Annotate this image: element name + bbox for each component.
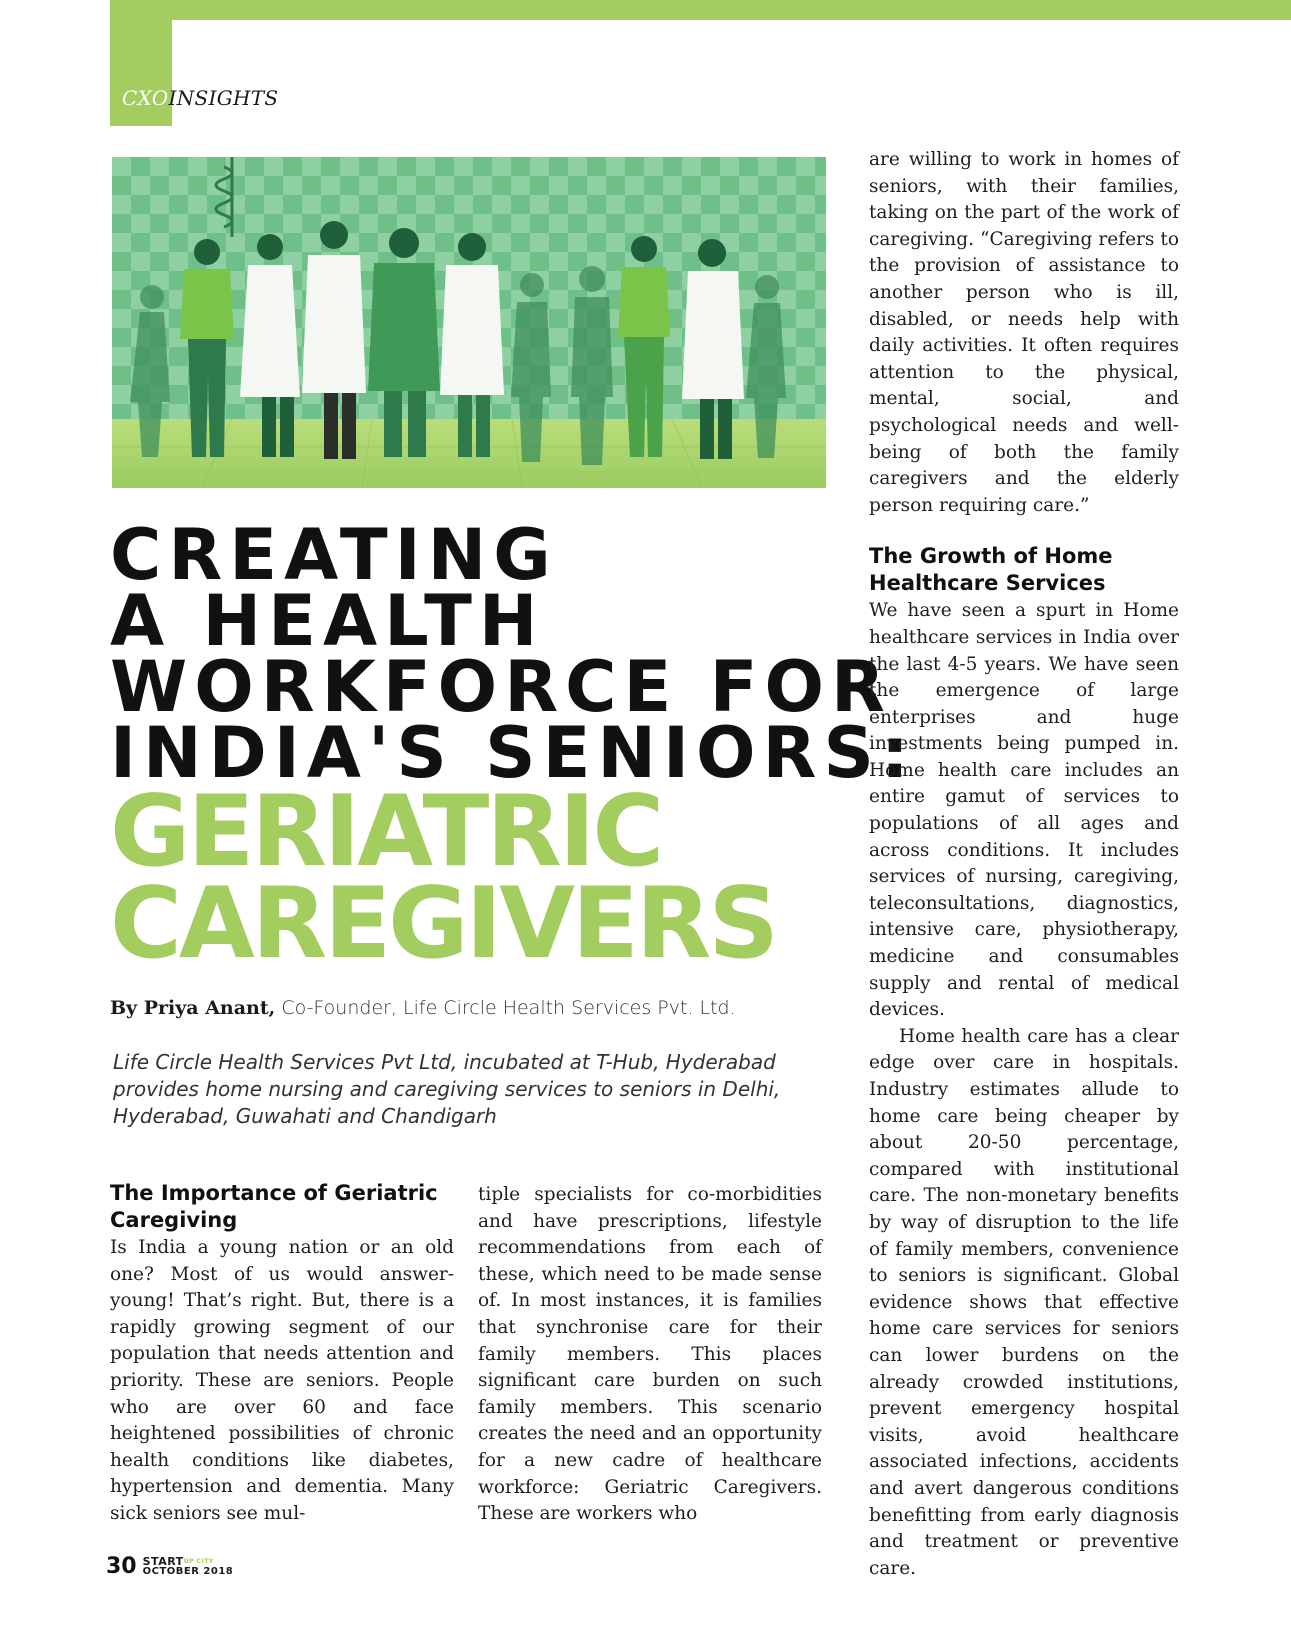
paragraph: Home health care has a clear edge over care in hospitals. Industry estimates allude to home care being cheaper by about 20-50 percentage, compared with institutional care. The non-monetary benefits by way of disruption to the life of family members, convenience to seniors is significant. Global evidence shows that effective home care services for seniors can lower burdens on the already crowded institutions, prevent emergency hospital visits, avoid healthcare associated infections, accidents and avert dangerous conditions benefitting from early diagnosis and treatment or preventive care. bbox=[869, 1025, 1179, 1579]
paragraph: are willing to work in homes of seniors, with their families, taking on the part of the work of caregiving. “Caregiving refers to the provision of assistance to another person who is ill, disabled, or needs help with daily activities. It often requires attention to the physical, mental, social, and psychological needs and well-being of both the family caregivers and the elderly person requiring care.” bbox=[869, 149, 1179, 516]
article-title-highlight bbox=[110, 775, 776, 981]
byline-role: Co-Founder, Life Circle Health Services Pvt. Ltd. bbox=[281, 997, 736, 1019]
paragraph: Is India a young nation or an old one? Most of us would answer- young! That’s right. But, there is a rapidly growing segment of our population that needs attention and priority. These are seniors. People who are over 60 and face heightened possibilities of chronic health conditions like diabetes, hypertension and dementia. Many sick seniors see mul- bbox=[110, 1237, 454, 1524]
column-2 bbox=[478, 1182, 822, 1528]
section-heading: The Growth of Home Healthcare Services bbox=[869, 544, 1113, 596]
section-name: INSIGHTS bbox=[168, 86, 279, 110]
top-accent-bar bbox=[110, 0, 1291, 20]
section-label bbox=[122, 86, 278, 110]
byline-author: By Priya Anant, bbox=[110, 997, 276, 1019]
byline bbox=[110, 997, 736, 1019]
title-line: INDIA'S SENIORS: bbox=[110, 712, 916, 794]
magazine-issue: OCTOBER 2018 bbox=[142, 1565, 234, 1577]
magazine-name bbox=[142, 1554, 234, 1568]
section-heading: The Importance of Geriatric Caregiving bbox=[110, 1181, 438, 1232]
paragraph: tiple specialists for co-morbidities and have prescriptions, lifestyle recommendations from each of these, which need to be made sense of. In most instances, it is families that synchronise care for their family members. This places significant care burden on such family members. This scenario creates the need and an opportunity for a new cadre of healthcare workforce: Geriatric Caregivers. These are workers who bbox=[478, 1184, 822, 1525]
section-prefix: CXO bbox=[122, 86, 169, 110]
title-highlight-line: CAREGIVERS bbox=[110, 867, 776, 981]
title-highlight-line: GERIATRIC bbox=[110, 775, 662, 889]
column-1 bbox=[110, 1180, 454, 1528]
page-number: 30 bbox=[106, 1554, 137, 1579]
page-footer bbox=[106, 1554, 233, 1579]
magazine-tag: UP CITY bbox=[183, 1557, 214, 1565]
title-line: CREATING bbox=[110, 514, 558, 596]
paragraph: We have seen a spurt in Home healthcare services in India over the last 4-5 years. We have seen the emergence of large enterprises and huge investments being pumped in. Home health care includes an entire gamut of services to populations of all ages and across conditions. It includes services of nursing, caregiving, teleconsultations, diagnostics, intensive care, physiotherapy, medicine and consumables supply and rental of medical devices. bbox=[869, 600, 1179, 1021]
column-3 bbox=[869, 147, 1179, 1582]
section-tab bbox=[110, 20, 172, 126]
magazine-logo bbox=[142, 1554, 234, 1577]
title-line: A HEALTH bbox=[110, 580, 545, 662]
doctors-illustration-icon bbox=[112, 157, 826, 488]
article-title bbox=[110, 514, 916, 794]
magazine-title: START bbox=[142, 1554, 184, 1568]
article-intro: Life Circle Health Services Pvt Ltd, incubated at T-Hub, Hyderabad provides home nursing and caregiving services to seniors in Delhi, Hyderabad, Guwahati and Chandigarh bbox=[113, 1050, 781, 1128]
title-line: WORKFORCE FOR bbox=[110, 646, 892, 728]
